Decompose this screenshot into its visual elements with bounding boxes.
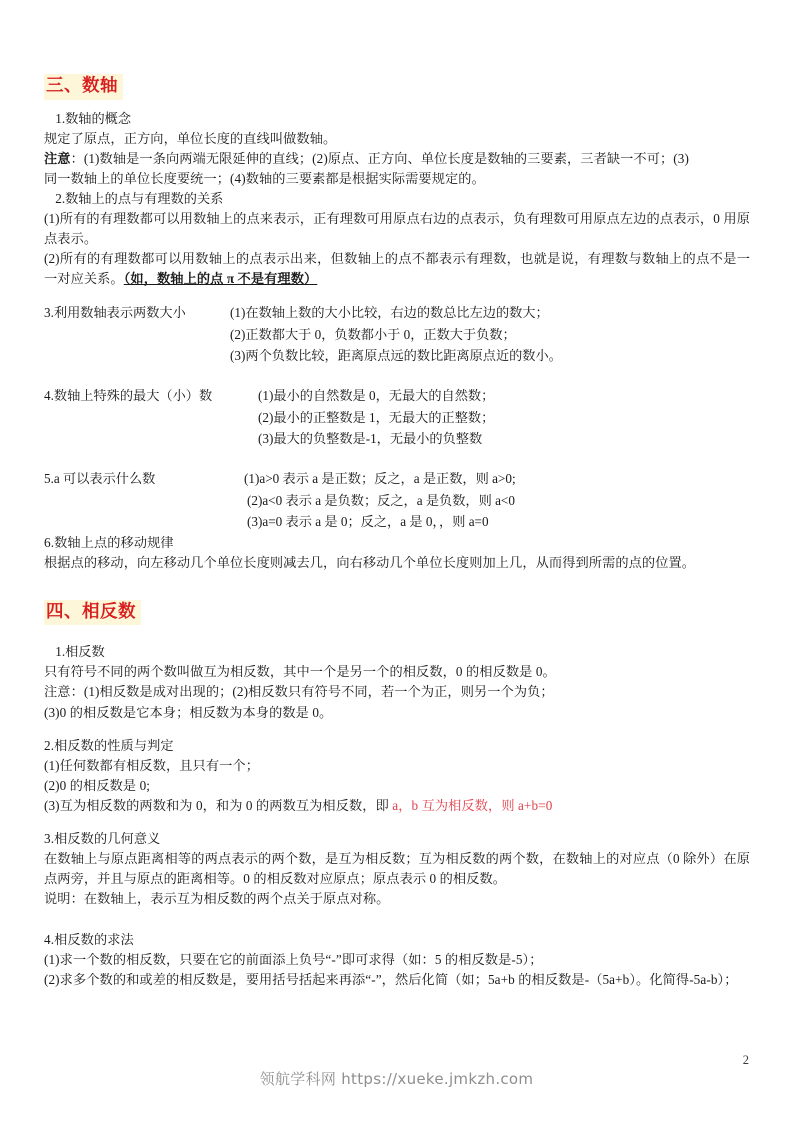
section-3-item-4-rules (258, 385, 750, 449)
section-4-heading: 四、相反数 (44, 600, 141, 626)
section-4-item-1-body: 只有符号不同的两个数叫做互为相反数，其中一个是另一个的相反数，0 的相反数是 0。 (44, 664, 556, 680)
page-number: 2 (742, 1053, 749, 1067)
section-3-item-2-p2 (44, 249, 750, 289)
note-label: 注意 (44, 150, 71, 166)
section-4-item-2-p1: (1)任何数都有相反数，且只有一个； (44, 757, 259, 773)
rule-item: (1)在数轴上数的大小比较，右边的数总比左边的数大； (230, 305, 549, 321)
rule-item: (3)两个负数比较，距离原点远的数比距离原点近的数小。 (230, 347, 562, 363)
section-4-item-2-p2: (2)0 的相反数是 0; (44, 777, 151, 793)
rule-item: (1)最小的自然数是 0，无最大的自然数； (258, 388, 495, 404)
section-4-item-2-p3-highlighted: a，b 互为相反数，则 a+b=0 (392, 797, 553, 813)
section-4-item-3-p2: 说明：在数轴上，表示互为相反数的两个点关于原点对称。 (44, 891, 390, 907)
section-4-item-2-p3 (44, 796, 750, 816)
section-3-item-3-label: 3.利用数轴表示两数大小 (44, 305, 186, 321)
section-3-item-2-p2-underlined: （如，数轴上的点 π 不是有理数） (123, 271, 318, 287)
rule-item: (1)a>0 表示 a 是正数；反之，a 是正数，则 a>0; (244, 471, 516, 487)
section-3-item-3-rules (230, 302, 750, 366)
section-4-item-3-title: 3.相反数的几何意义 (44, 830, 161, 846)
section-4-item-4-title: 4.相反数的求法 (44, 932, 134, 948)
section-4-item-3-p1: 在数轴上与原点距离相等的两点表示的两个数，是互为相反数；互为相反数的两个数，在数轴上的对应点（0 除外）在原点两旁，并且与原点的距离相等。0 的相反数对应原点；原点表示 0 的相反数。 (44, 850, 750, 886)
section-3-item-4-label: 4.数轴上特殊的最大（小）数 (44, 388, 213, 404)
site-watermark: 领航学科网 https://xueke.jmkzh.com (259, 1070, 534, 1088)
section-4-item-4-p2: (2)求多个数的和或差的相反数是，要用括号括起来再添“-”，然后化简（如；5a+b 的相反数是-（5a+b）。化简得-5a-b）； (44, 972, 738, 988)
section-3-item-1-body: 规定了原点，正方向，单位长度的直线叫做数轴。 (44, 130, 337, 146)
rule-item: (3)最大的负整数是-1，无最小的负整数 (258, 431, 483, 447)
section-3-item-2-title: 2.数轴上的点与有理数的关系 (55, 190, 224, 206)
section-3-item-1-note-line-2: 同一数轴上的单位长度要统一；(4)数轴的三要素都是根据实际需要规定的。 (44, 170, 485, 186)
section-3-item-5-label: 5.a 可以表示什么数 (44, 471, 156, 487)
rule-item: (3)a=0 表示 a 是 0；反之，a 是 0，，则 a=0 (247, 514, 489, 530)
section-3-item-1-note-line-1 (44, 149, 750, 169)
section-3-item-5 (44, 468, 750, 532)
section-3-heading: 三、数轴 (44, 74, 123, 100)
section-4-item-2-title: 2.相反数的性质与判定 (44, 737, 174, 753)
section-4-item-1-title: 1.相反数 (55, 644, 105, 660)
section-3-item-2-p2-text: (2)所有的有理数都可以用数轴上的点表示出来，但数轴上的点不都表示有理数，也就是说，有理数与数轴上的点不是一一对应关系。 (44, 251, 750, 287)
document-content (44, 74, 750, 990)
section-3-heading-wrap (44, 74, 750, 100)
rule-item: (2)a<0 表示 a 是负数；反之，a 是负数，则 a<0 (247, 492, 515, 508)
section-4-item-1-note-2: (3)0 的相反数是它本身；相反数为本身的数是 0。 (44, 704, 333, 720)
section-4-heading-wrap (44, 600, 750, 626)
note-text-1: ：(1)数轴是一条向两端无限延伸的直线；(2)原点、正方向、单位长度是数轴的三要素，三者缺一不可；(3) (70, 150, 689, 166)
section-3-item-1-title: 1.数轴的概念 (55, 110, 132, 126)
rule-item: (2)最小的正整数是 1，无最大的正整数； (258, 409, 495, 425)
section-3-item-5-rules (244, 468, 750, 532)
section-4-item-2-p3-text: (3)互为相反数的两数和为 0，和为 0 的两数互为相反数，即 (44, 797, 393, 813)
section-3-item-2-p1: (1)所有的有理数都可以用数轴上的点来表示，正有理数可用原点右边的点表示，负有理数可用原点左边的点表示，0 用原点表示。 (44, 210, 750, 247)
section-4-item-4-p1: (1)求一个数的相反数，只要在它的前面添上负号“-”即可求得（如：5 的相反数是-5）； (44, 952, 543, 968)
section-3-item-6-body: 根据点的移动，向左移动几个单位长度则减去几，向右移动几个单位长度则加上几，从而得到所需的点的位置。 (44, 554, 696, 570)
rule-item: (2)正数都大于 0，负数都小于 0，正数大于负数； (230, 326, 516, 342)
section-3-item-4 (44, 385, 750, 449)
section-3-item-3 (44, 302, 750, 366)
section-4-item-1-note-1: 注意：(1)相反数是成对出现的；(2)相反数只有符号不同，若一个为正，则另一个为负； (44, 684, 554, 700)
section-3-item-6-title: 6.数轴上点的移动规律 (44, 534, 174, 550)
